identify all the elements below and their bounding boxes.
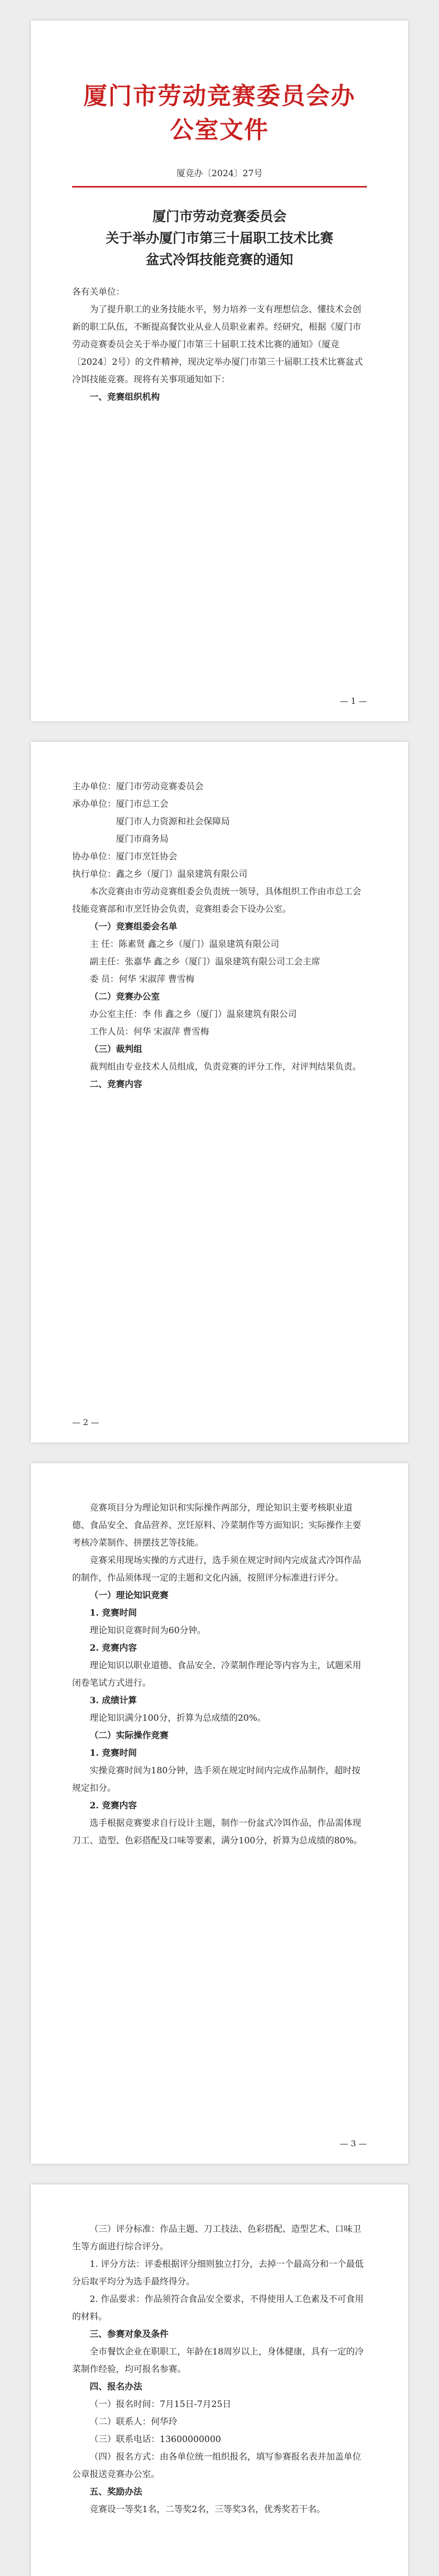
paragraph: 理论知识以职业道德、食品安全、冷菜制作理论等内容为主，试题采用闭卷笔试方式进行。 [72,1660,361,1688]
list-item: 委 员：何华 宋淑萍 曹雪梅 [90,974,195,985]
org-line: 主办单位：厦门市劳动竞赛委员会 [72,782,204,792]
list-item: 副主任：张嘉华 鑫之乡（厦门）温泉建筑有限公司工会主席 [90,957,320,967]
org-line: 协办单位：厦门市烹饪协会 [72,852,177,862]
paragraph: 选手根据竞赛要求自行设计主题，制作一份盆式冷饵作品，作品需体现刀工、造型、色彩搭配及口味等要素，满分100分，折算为总成绩的80%。 [72,1818,363,1846]
paragraph: 竞赛设一等奖1名，二等奖2名，三等奖3名，优秀奖若干名。 [90,2504,326,2515]
list-item: 工作人员：何华 宋淑萍 曹雪梅 [90,1027,209,1037]
paragraph: （二）联系人：何华玲 [90,2417,177,2427]
addressee: 各有关单位： [72,287,125,297]
subsection-heading: （一）理论知识竞赛 [90,1590,168,1601]
paragraph: （三）评分标准：作品主题、刀工技法、色彩搭配、造型艺术、口味卫生等方面进行综合评分。 [72,2224,361,2252]
page-3 [31,1463,408,2164]
paragraph: 裁判组由专业技术人员组成，负责竞赛的评分工作，对评判结果负责。 [90,1062,361,1072]
item-heading: 1. 竞赛时间 [90,1608,137,1618]
item-heading: 3. 成绩计算 [90,1696,137,1706]
title-line-3: 盆式冷饵技能竞赛的通知 [145,252,293,268]
page-number: — 2 — [72,1417,99,1427]
page-2 [31,742,408,1443]
title-line-1: 厦门市劳动竞赛委员会 [152,209,286,225]
item-heading: 2. 竞赛内容 [90,1643,137,1653]
paragraph: 理论知识竞赛时间为60分钟。 [90,1625,206,1636]
paragraph: （四）报名方式：由各单位统一组织报名，填写参赛报名表并加盖单位公章报送竞赛办公室。 [72,2452,361,2480]
paragraph: 全市餐饮企业在职职工，年龄在18周岁以上，身体健康，具有一定的冷菜制作经验，均可报名参赛。 [72,2347,364,2375]
paragraph: 竞赛采用现场实操的方式进行，选手须在规定时间内完成盆式冷饵作品的制作，作品须体现一定的主题和文化内涵，按照评分标准进行评分。 [72,1555,361,1583]
org-line: 承办单位：厦门市总工会 [72,799,168,809]
intro-paragraph: 为了提升职工的业务技能水平，努力培养一支有理想信念、懂技术会创新的职工队伍，不断提高餐饮业从业人员职业素养。经研究，根据《厦门市劳动竞赛委员会关于举办厦门市第三十届职工技术比赛的通知》（厦竞〔2024〕2号）的文件精神，现决定举办厦门市第三十届职工技术比赛盆式冷饵技能竞赛。现将有关事项通知如下： [72,304,363,385]
paragraph: 理论知识满分100分，折算为总成绩的20%。 [90,1713,266,1723]
section-heading: 二、竞赛内容 [90,1079,142,1090]
page-1 [31,21,408,721]
page-number: — 3 — [340,2139,367,2148]
paragraph: （三）联系电话：13600000000 [90,2434,221,2445]
list-item: 办公室主任：李 伟 鑫之乡（厦门）温泉建筑有限公司 [90,1009,297,1020]
subsection-heading: （二）实际操作竞赛 [90,1731,168,1741]
section-heading: 五、奖励办法 [90,2487,142,2497]
org-line: 执行单位：鑫之乡（厦门）温泉建筑有限公司 [72,869,247,879]
subsection-heading: （三）裁判组 [90,1044,142,1055]
document-header: 厦门市劳动竞赛委员会办公室文件 [83,82,356,144]
org-line: 厦门市人力资源和社会保障局 [116,817,230,827]
section-heading: 一、竞赛组织机构 [90,392,160,402]
paragraph: 竞赛项目分为理论知识和实际操作两部分，理论知识主要考核职业道德、食品安全、食品营养、烹饪原料、冷菜制作等方面知识；实际操作主要考核冷菜制作、拼摆技艺等技能。 [72,1503,361,1548]
document-number: 厦竞办〔2024〕27号 [176,168,263,179]
section-heading: 四、报名办法 [90,2382,142,2392]
paragraph: （一）报名时间：7月15日-7月25日 [90,2399,231,2410]
paragraph: 1. 评分方法：评委根据评分细则独立打分，去掉一个最高分和一个最低分后取平均分为选手最终得分。 [72,2259,364,2287]
paragraph: 2. 作品要求：作品须符合食品安全要求，不得使用人工色素及不可食用的材料。 [72,2294,364,2322]
subsection-heading: （二）竞赛办公室 [90,992,160,1002]
page-4 [31,2184,408,2576]
org-paragraph: 本次竞赛由市劳动竞赛组委会负责统一领导，具体组织工作由市总工会技能竞赛部和市烹饪协会负责，竞赛组委会下设办公室。 [72,887,361,914]
section-heading: 三、参赛对象及条件 [90,2329,168,2340]
title-line-2: 关于举办厦门市第三十届职工技术比赛 [105,231,333,246]
page-number: — 1 — [340,696,367,706]
list-item: 主 任：陈素贤 鑫之乡（厦门）温泉建筑有限公司 [90,939,279,950]
paragraph: 实操竞赛时间为180分钟，选手须在规定时间内完成作品制作，超时按规定扣分。 [72,1766,361,1793]
subsection-heading: （一）竞赛组委会名单 [90,922,177,932]
item-heading: 1. 竞赛时间 [90,1748,137,1758]
header-divider [72,186,367,188]
org-line: 厦门市商务局 [116,834,168,844]
item-heading: 2. 竞赛内容 [90,1801,137,1811]
